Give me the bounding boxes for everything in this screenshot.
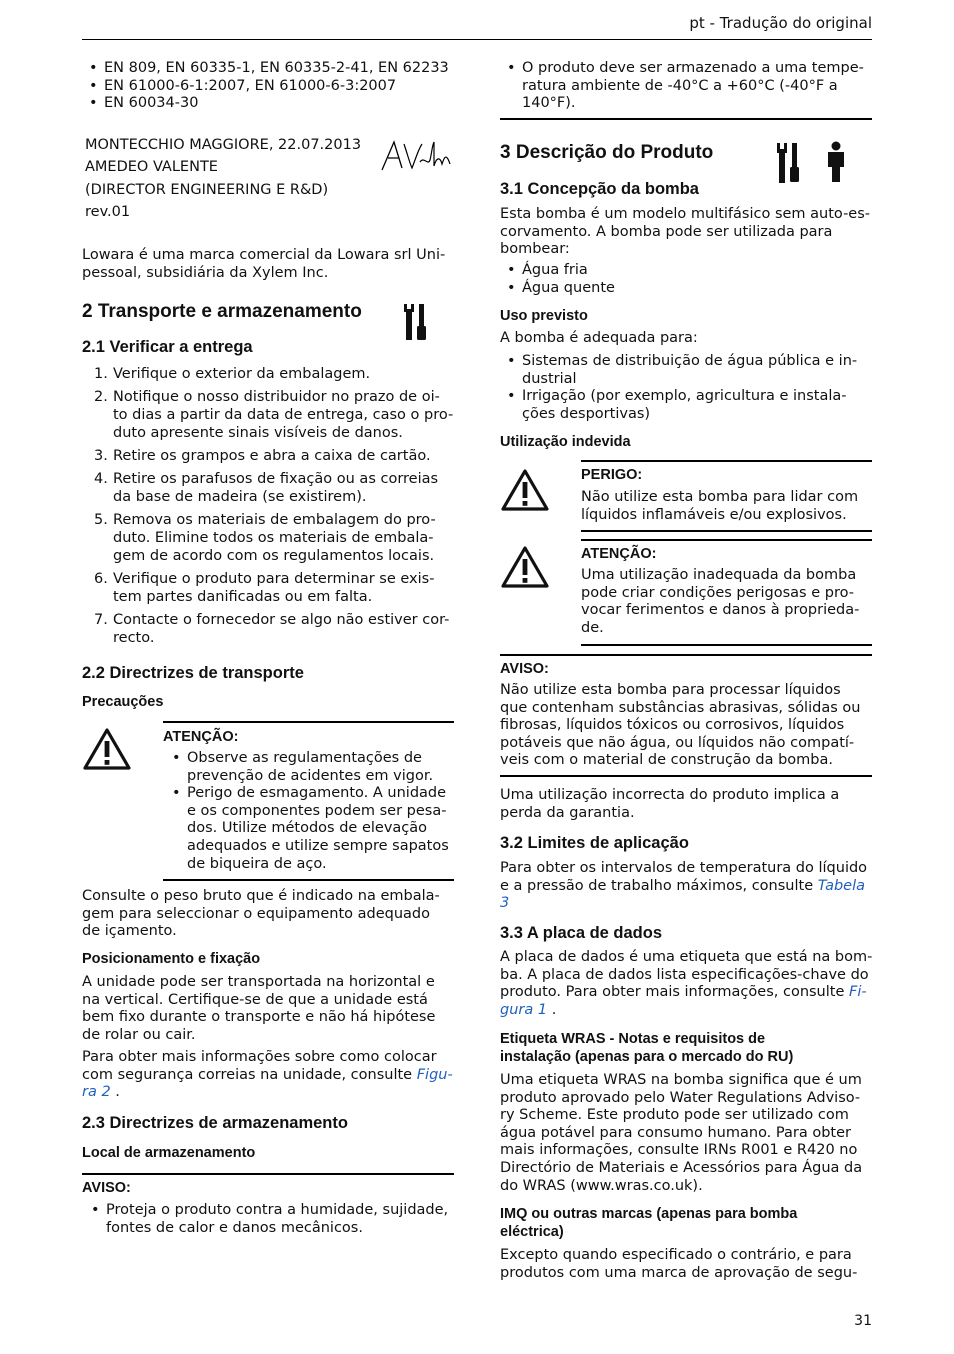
warranty-line: perda da garantia.: [500, 804, 635, 821]
notice-label-right: AVISO:: [500, 661, 549, 677]
storage-item-line: • Proteja o produto contra a humidade, sujidade,: [106, 1202, 449, 1218]
attention-item-line: • Observe as regulamentações de: [187, 750, 422, 766]
delivery-step: [82, 471, 454, 506]
signature-line: rev.01: [85, 203, 131, 220]
standards-list: [82, 60, 454, 113]
step-number: 4.: [94, 471, 108, 488]
step-line: Verifique o exterior da embalagem.: [113, 366, 371, 382]
lowara-line: Lowara é uma marca comercial da Lowara srl Uni-: [82, 247, 446, 263]
pump-description: [500, 206, 880, 259]
limits-text: [500, 860, 880, 913]
standard-item-line: • EN 60034-30: [104, 95, 199, 112]
weight-line: gem para seleccionar o equipamento adequado: [82, 905, 430, 922]
intended-use-text: A bomba é adequada para:: [500, 330, 698, 346]
water-type-item: [500, 262, 872, 280]
attention-line: pode criar condições perigosas e pro-: [581, 584, 854, 601]
section-3-2-title: 3.2 Limites de aplicação: [500, 834, 689, 852]
step-line: Notifique o nosso distribuidor no prazo de oi-: [113, 389, 440, 406]
step-number: 6.: [94, 570, 108, 587]
attention-item-line: de biqueira de aço.: [187, 855, 327, 872]
attention-line: vocar ferimentos e danos à proprieda-: [581, 602, 860, 619]
delivery-step: [82, 612, 454, 647]
plate-text-b: ba. A placa de dados lista especificações-chave do: [500, 966, 869, 983]
person-icon: [824, 141, 848, 183]
attention-item-line: prevenção de acidentes em vigor.: [187, 767, 434, 784]
signature-block: [85, 134, 385, 223]
step-line: Retire os grampos e abra a caixa de cartão.: [113, 447, 431, 464]
storage-temp-item: [500, 60, 872, 113]
delivery-step: [82, 389, 454, 442]
lowara-note: [82, 247, 454, 282]
notice-label-left: AVISO:: [82, 1180, 131, 1196]
step-number: 2.: [94, 389, 108, 406]
signature-line: AMEDEO VALENTE: [85, 159, 218, 176]
notice-top-rule: [82, 1173, 454, 1175]
plate-text-a: A placa de dados é uma etiqueta que está na bom-: [500, 949, 873, 965]
straps-note: [82, 1049, 462, 1102]
wras-label-line: instalação (apenas para o mercado do RU): [500, 1049, 794, 1065]
step-number: 5.: [94, 512, 108, 529]
imq-label-line: eléctrica): [500, 1224, 564, 1240]
positioning-line: na vertical. Certifique-se de que a unidade está: [82, 991, 428, 1008]
step-line: duto apresente sinais visíveis de danos.: [113, 424, 403, 441]
wras-line: ry Scheme. Este produto pode ser utilizado com: [500, 1107, 849, 1124]
step-line: tem partes danificadas ou em falta.: [113, 588, 373, 605]
danger-line: Não utilize esta bomba para lidar com: [581, 489, 859, 505]
storage-item-line: fontes de calor e danos mecânicos.: [106, 1219, 363, 1236]
standard-item: [82, 60, 454, 78]
figure-2-link-a[interactable]: Figu-: [416, 1066, 453, 1083]
header-rule: [82, 39, 872, 40]
attention-items: [165, 750, 455, 873]
attention-item: [165, 785, 455, 873]
danger-label: PERIGO:: [581, 467, 643, 483]
step-line: recto.: [113, 629, 155, 646]
danger-bottom-rule: [581, 530, 872, 532]
notice-line: que contenham substâncias abrasivas, sólidas ou: [500, 699, 861, 716]
storage-items: [84, 1202, 456, 1237]
section-2-3-title: 2.3 Directrizes de armazenamento: [82, 1114, 348, 1132]
step-line: gem de acordo com os regulamentos locais.: [113, 547, 435, 564]
page-number: 31: [854, 1313, 872, 1329]
precautions-label: Precauções: [82, 694, 164, 710]
section-3-title: 3 Descrição do Produto: [500, 142, 714, 163]
danger-text: [581, 489, 873, 524]
signature-line: (DIRECTOR ENGINEERING E R&D): [85, 181, 329, 198]
storage-temp-item-line: • O produto deve ser armazenado a uma tempe-: [522, 60, 864, 76]
water-type-item: [500, 280, 872, 298]
intended-item: [500, 353, 872, 388]
weight-line: de içamento.: [82, 923, 177, 940]
handwritten-signature: [380, 138, 454, 174]
intended-use-items: [500, 353, 872, 423]
attention-right-text: [581, 567, 873, 637]
danger-triangle-icon: [500, 468, 550, 512]
attention-right-label: ATENÇÃO:: [581, 546, 657, 562]
table-3-link-b[interactable]: 3: [500, 895, 510, 912]
danger-top-rule: [581, 460, 872, 462]
table-3-link-a[interactable]: Tabela: [817, 877, 865, 894]
step-number: 3.: [94, 447, 108, 464]
storage-temperature: [500, 60, 872, 113]
danger-line: líquidos inflamáveis e/ou explosivos.: [581, 506, 847, 523]
standard-item: [82, 95, 454, 113]
intended-use-label: Uso previsto: [500, 308, 588, 324]
delivery-step: [82, 512, 454, 565]
figure-1-link-a[interactable]: Fi-: [849, 984, 867, 1001]
figure-1-link-b[interactable]: gura 1: [500, 1001, 548, 1018]
storage-temp-item-line: 140°F).: [522, 95, 576, 112]
intended-item-line: ções desportivas): [522, 405, 651, 422]
standard-item-line: • EN 61000-6-1:2007, EN 61000-6-3:2007: [104, 77, 397, 94]
positioning-line: bem fixo durante o transporte e não há hipótese: [82, 1009, 436, 1026]
wras-line: Directório de Materiais e Acessórios para Água da: [500, 1159, 863, 1176]
attention-triangle-icon: [500, 545, 550, 589]
section-3-3-title: 3.3 A placa de dados: [500, 924, 663, 942]
notice-line: Não utilize esta bomba para processar líquidos: [500, 682, 841, 698]
plate-end: .: [551, 1001, 557, 1018]
attention-item: [165, 750, 455, 785]
plate-text: [500, 949, 880, 1019]
running-header: pt - Tradução do original: [689, 14, 872, 32]
positioning-line: A unidade pode ser transportada na horizontal e: [82, 974, 435, 990]
delivery-step: [82, 448, 454, 466]
water-types: [500, 262, 872, 297]
positioning-line: de rolar ou cair.: [82, 1026, 196, 1043]
imq-label: [500, 1205, 880, 1241]
step-line: Remova os materiais de embalagem do pro-: [113, 512, 436, 529]
weight-line: Consulte o peso bruto que é indicado na embala-: [82, 888, 440, 904]
step-number: 7.: [94, 611, 108, 628]
tools-icon-2: [776, 141, 802, 183]
notice-right-top-rule: [500, 654, 872, 656]
tools-icon: [403, 302, 429, 340]
imq-line: produtos com uma marca de aprovação de segu-: [500, 1264, 858, 1281]
wras-line: água potável para consumo humano. Para obter: [500, 1124, 851, 1141]
wras-line: Uma etiqueta WRAS na bomba significa que é um: [500, 1072, 862, 1088]
positioning-label: Posicionamento e fixação: [82, 951, 261, 967]
attention-item-line: • Perigo de esmagamento. A unidade: [187, 785, 447, 802]
attention-top-rule: [163, 721, 454, 723]
straps-end: .: [115, 1084, 120, 1101]
step-line: Retire os parafusos de fixação ou as correias: [113, 471, 439, 488]
section-2-1-title: 2.1 Verificar a entrega: [82, 338, 253, 356]
wras-line: produto aprovado pelo Water Regulations Adviso-: [500, 1089, 861, 1106]
step-line: Contacte o fornecedor se algo não estiver cor-: [113, 611, 450, 628]
warning-triangle-icon: [82, 727, 132, 771]
attention-bottom-rule: [163, 879, 454, 881]
notice-line: fibrosas, líquidos tóxicos ou corrosivos, líquidos: [500, 717, 845, 734]
notice-line: veis com o material de construção da bomba.: [500, 752, 833, 769]
notice-bottom-rule: [500, 118, 872, 120]
standard-item-line: • EN 809, EN 60335-1, EN 60335-2-41, EN 62233: [104, 60, 449, 76]
attention-item-line: dos. Utilize métodos de elevação: [187, 820, 428, 837]
warranty-line: Uma utilização incorrecta do produto implica a: [500, 787, 840, 803]
step-line: duto. Elimine todos os materiais de embala-: [113, 529, 434, 546]
intended-item: [500, 388, 872, 423]
figure-2-link-b[interactable]: ra 2: [82, 1084, 111, 1101]
attention-label: ATENÇÃO:: [163, 729, 239, 745]
section-2-title: 2 Transporte e armazenamento: [82, 301, 362, 322]
step-line: Verifique o produto para determinar se exis-: [113, 570, 435, 587]
delivery-step: [82, 366, 454, 384]
wras-line: do WRAS (www.wras.co.uk).: [500, 1177, 703, 1194]
step-line: to dias a partir da data de entrega, caso o pro-: [113, 406, 454, 423]
wras-label-line: Etiqueta WRAS - Notas e requisitos de: [500, 1031, 766, 1047]
notice-right-bottom-rule: [500, 775, 872, 777]
water-type-item-line: • Água quente: [522, 279, 615, 296]
delivery-step: [82, 571, 454, 606]
wras-text: [500, 1072, 880, 1195]
imq-line: Excepto quando especificado o contrário, e para: [500, 1247, 852, 1263]
warranty-text: [500, 787, 880, 822]
standard-item: [82, 78, 454, 96]
pump-desc-line: Esta bomba é um modelo multifásico sem auto-es-: [500, 206, 871, 222]
weight-note: [82, 888, 454, 941]
storage-temp-item-line: ratura ambiente de -40°C a +60°C (-40°F a: [522, 77, 838, 94]
intended-item-line: dustrial: [522, 370, 577, 387]
limits-text-b: e a pressão de trabalho máximos, consulte: [500, 877, 814, 894]
limits-text-a: Para obter os intervalos de temperatura do líquido: [500, 860, 868, 876]
signature-line: MONTECCHIO MAGGIORE, 22.07.2013: [85, 137, 362, 153]
intended-item-line: • Irrigação (por exemplo, agricultura e instala-: [522, 388, 847, 405]
storage-location-label: Local de armazenamento: [82, 1145, 256, 1161]
section-3-1-title: 3.1 Concepção da bomba: [500, 180, 699, 198]
attention-item-line: e os componentes podem ser pesa-: [187, 802, 447, 819]
straps-text-b: com segurança correias na unidade, consulte: [82, 1066, 413, 1083]
lowara-line: pessoal, subsidiária da Xylem Inc.: [82, 264, 329, 281]
pump-desc-line: corvamento. A bomba pode ser utilizada para: [500, 223, 833, 240]
section-2-2-title: 2.2 Directrizes de transporte: [82, 664, 304, 682]
step-line: da base de madeira (se existirem).: [113, 488, 367, 505]
wras-label: [500, 1030, 880, 1066]
misuse-label: Utilização indevida: [500, 434, 631, 450]
wras-line: mais informações, consulte IRNs R001 e R420 no: [500, 1142, 858, 1159]
positioning-text: [82, 974, 454, 1044]
intended-item-line: • Sistemas de distribuição de água pública e in-: [522, 353, 858, 369]
attention-right-bottom-rule: [581, 644, 872, 646]
water-type-item-line: • Água fria: [522, 262, 588, 278]
attention-item-line: adequados e utilize sempre sapatos: [187, 837, 449, 854]
straps-text-a: Para obter mais informações sobre como colocar: [82, 1049, 437, 1065]
plate-text-c: produto. Para obter mais informações, consulte: [500, 984, 845, 1001]
storage-item: [84, 1202, 456, 1237]
imq-text: [500, 1247, 880, 1282]
pump-desc-line: bombear:: [500, 241, 570, 258]
attention-line: Uma utilização inadequada da bomba: [581, 567, 857, 583]
delivery-steps: [82, 366, 454, 653]
attention-right-top-rule: [581, 539, 872, 541]
notice-line: potáveis que não água, ou líquidos não compatí-: [500, 734, 855, 751]
imq-label-line: IMQ ou outras marcas (apenas para bomba: [500, 1206, 798, 1222]
step-number: 1.: [94, 366, 108, 382]
notice-text: [500, 682, 880, 770]
attention-line: de.: [581, 619, 604, 636]
